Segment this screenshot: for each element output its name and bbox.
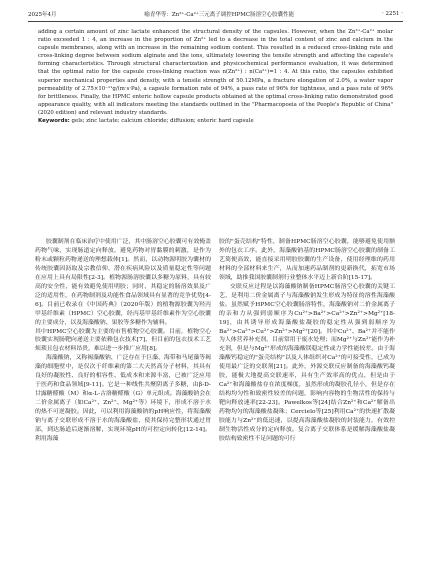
body-column-left (35, 238, 211, 444)
keywords-label: Keywords: (38, 118, 70, 125)
body-paragraph: 海藻酸钠，又称褐藻酸钠，广泛存在于巨藻、海带和马尾藻等褐藻的细胞壁中，是仅次于纤维素的第二大天然高分子材料，其具有良好的凝胶性、良好的相容性、低成本和来源丰富，已被广泛应用于医药和食品领域[9-11]。它是一种线性共聚阴离子多糖，由β-D-甘露糖醛酸（M）和α-L-古洛糖醛酸（G）单元组成。海藻酸钠会在二价金属离子（如Ca²⁺、Zn²⁺、Mg²⁺等）环境下，形成不溶于水的热不可逆凝胶。因此，可以利用海藻酸钠的pH响应性，将海藻酸钠与离子交联形成不溶于水的海藻酸盐，使其保持完整形状通过胃部，到达肠道后逐渐溶解，实现环境pH的可控定向转化[12-14]。利用海藻 (35, 355, 211, 442)
body-column-right (219, 238, 395, 444)
english-abstract (38, 28, 393, 125)
keywords-list: gels; zinc lactate; calcium chloride; diffusion; enteric hard capsule (71, 118, 254, 125)
keywords-line (38, 117, 393, 125)
header-page-number: · 2251 · (381, 11, 403, 17)
header-date: 2025年4月 (28, 12, 57, 18)
header-title: 喻青华等：Zn²⁺-Ca²⁺三元离子调控HPMC肠溶空心胶囊性能 (144, 12, 295, 18)
abstract-paragraph: adding a certain amount of zinc lactate enhanced the structural density of the capsules. However, when the Zn²⁺-Ca²⁺ molar ratio exceeded 1 : 4, an increase in the proportion of Zn²⁺ led to a decrease in the total content of zinc and calcium in the capsule membranes, along with an increase in the remaining sodium content. This resulted in a reduced cross-linking rate and cross-linking degree between sodium alginate and the ions, ultimately lowering the tensile strength and affecting the capsule's forming characteristics. Through structural characterization and physicochemical performance evaluation, it was determined that the optimal ratio for the capsule cross-linking reaction was n(Zn²⁺) : n(Ca²⁺)=1 : 4. At this ratio, the capsules exhibited superior mechanical properties and density, with a tensile strength of 50.12MPa, a fracture elongation of 2.0%, a water vapor permeability of 2.75×10⁻¹¹g/(m·s·Pa), a capsule formation rate of 94%, a pass rate of 96% for tightness, and a pass rate of 96% for brittleness. Finally, the HPMC enteric hollow capsule products obtained at the optimal cross-linking ratio demonstrated good appearance quality, with all indicators meeting the standards outlined in the "Pharmacopoeia of the People's Republic of China" (2020 edition) and relevant industry standards. (38, 29, 393, 116)
body-paragraph: 胶的"蛋壳结构"特性，制备HPMC肠溶空心胶囊，能够避免使用额外的包衣工序。此外，海藻酸钠基的HPMC肠溶空心胶囊的制备工艺简便高效，能直接采用明胶胶囊的生产设备，使用经理维的药用材料的全部材料来生产，从而加速药品制剂的更新换代，拓宽市场领域，助推我国胶囊制剂行业整体水平迈上新台阶[15-17]。 (219, 239, 395, 281)
body-paragraph: 胶囊制剂在临床治疗中使用广泛，其中肠溶空心胶囊可有效掩盖药物气味，实现肠道定向释放，避免药物对胃黏膜的刺激，是作为粉末或颗粒药物递送的理想载体[1]。然而，以动物源明胶为囊材的传统胶囊因沥取及宗教信仰、潜在疾病风险以及质量稳定性等问题在应用上具有局限性[2-3]。植物源肠溶胶囊以多糖为原料，具有较高的安全性，能有效避免使用明胶；同时，其稳定的肠溶效果及广泛的适用性，在药物制剂及功能性食品领域具有显著的竞争优势[4-6]。目前已收录在《中国药典》（2020年版）的植物源胶囊为羟丙甲基纤维素（HPMC）空心胶囊，经丙基甲基纤维素作为空心胶囊的主要成分，以及海藻酸钠、果胶等多糖作为辅料。 (35, 239, 211, 326)
body-paragraph: 其中HPMC空心胶囊为主要的市售植物空心胶囊。目前，植物空心胶囊实现肠靶向递送主要依赖包衣技术[7]，但目前的包衣技术工艺烦琐且包衣材料昂贵，难以进一步推广应用[8]。 (35, 328, 211, 353)
header-rule (28, 21, 403, 22)
running-header (28, 9, 403, 19)
body-paragraph: 交联反应过程是以海藻酸钠制备HPMC肠溶空心胶囊的关键工艺，是利用二价金属离子与海藻酸钠发生形成为特征的溶性海藻酸盐。虽然赋予HPMC空心胶囊肠溶特性，海藻酸钠对二价金属离子的亲和力从强到弱顺序为Cu²⁺>Ba²⁺>Ca²⁺>Zn²⁺>Mg²⁺[18-19]，由其诱导形成海藻酸盐凝胶的稳定性从强到弱顺序为Ba²⁺>Ca²⁺>Cu²⁺>Zn²⁺>Mg²⁺[20]。其中Cu²⁺、Ba²⁺并不能作为人体营养补充剂，目前常用于废水处理；而Mg²⁺与Zn²⁺能作为补充剂，但是与Mg²⁺形成的海藻酸镁稳定性或力学性能较差。由于海藻酸钙稳定的"蛋壳结构"以及人体组织对Ca²⁺的可接受性，已成为使用最广泛的交联剂[21]。此外，外源交联反应制备的海藻酸钙凝胶，能极大地提高交联速率，具有生产效率高的优点，但是由于Ca²⁺和海藻酸盐存在浓度梯度，虽然形成的凝胶孔径小，但是存在结构均匀性和致密性较差的问题，影响内容物的生物活性的保持与靶向释放速率[22-23]。Pawelkos等[24]结合Zn²⁺和Ca²⁺解备出药物均匀的海藻酸盐凝珠；Cercielo等[25]利用Ca²⁺的快速扩散凝胶能力与Zn²⁺的低迅速，以提高海藻酸盐凝胶的封装能力，有效控制生物活性成分的定向释放。复合离子交联体系是缓解海藻酸盐凝胶结构致密性不足问题的可行 (219, 283, 395, 442)
